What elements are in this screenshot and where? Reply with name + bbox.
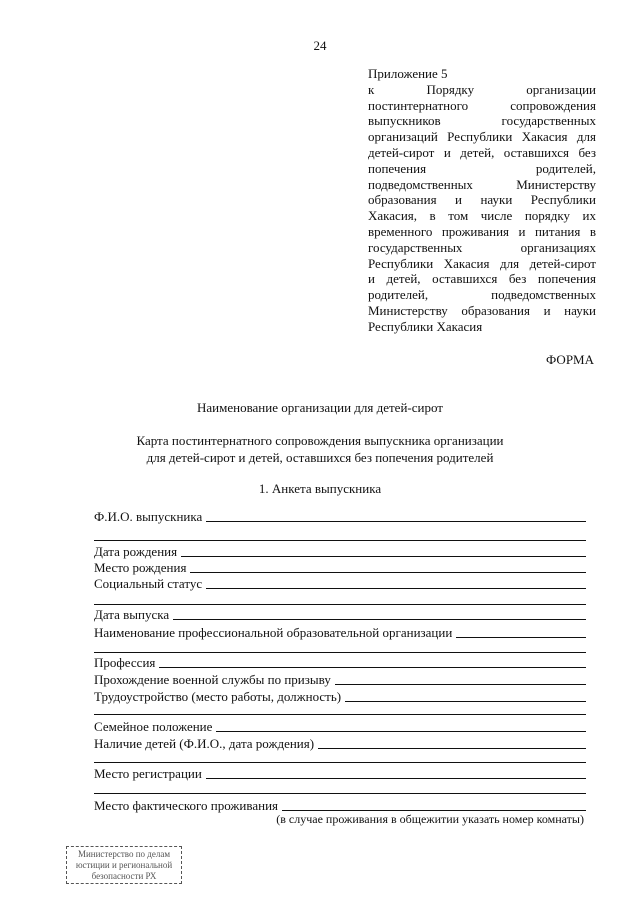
blank-line[interactable] (94, 762, 586, 763)
children-label: Наличие детей (Ф.И.О., дата рождения) (94, 736, 315, 751)
graduation-date-field[interactable] (94, 605, 586, 622)
card-title (0, 432, 640, 466)
military-line[interactable] (335, 672, 586, 685)
residence-field[interactable] (94, 796, 586, 813)
organization-name-heading: Наименование организации для детей-сирот (197, 400, 443, 415)
appendix-line: организаций Республики Хакасия для (368, 129, 596, 145)
stamp-line: Министерство по делам (77, 849, 171, 859)
appendix-line: Республики Хакасия (368, 318, 483, 334)
appendix-line: образования и науки Республики (368, 192, 596, 208)
profession-field[interactable] (94, 653, 586, 670)
social-status-line[interactable] (206, 576, 586, 589)
card-title-line: для детей-сирот и детей, оставшихся без попечения родителей (146, 450, 494, 465)
appendix-line: Приложение 5 (368, 66, 448, 81)
appendix-line: Хакасия, в том числе порядку их (368, 208, 596, 224)
birth-date-line[interactable] (181, 544, 586, 557)
blank-line[interactable] (94, 714, 586, 715)
blank-line[interactable] (94, 793, 586, 794)
appendix-line: Министерству образования и науки (368, 302, 596, 318)
card-title-line: Карта постинтернатного сопровождения выпускника организации (136, 433, 504, 448)
appendix-line: родителей, подведомственных (368, 287, 596, 303)
stamp-line: юстиции и региональной (75, 860, 173, 870)
employment-line[interactable] (345, 689, 586, 702)
appendix-line: попечения родителей, (368, 160, 596, 176)
appendix-line: к Порядку организации (368, 81, 596, 97)
appendix-line: государственных организациях (368, 239, 596, 255)
family-label: Семейное положение (94, 719, 213, 734)
social-status-label: Социальный статус (94, 576, 203, 591)
appendix-line: подведомственных Министерству (368, 176, 596, 192)
family-field[interactable] (94, 717, 586, 734)
birth-place-line[interactable] (190, 560, 586, 573)
appendix-line: постинтернатного сопровождения (368, 97, 596, 113)
registration-line[interactable] (206, 766, 586, 779)
employment-label: Трудоустройство (место работы, должность) (94, 689, 342, 704)
section-title: 1. Анкета выпускника (258, 481, 382, 496)
appendix-line: выпускников государственных (368, 113, 596, 129)
prof-org-label: Наименование профессиональной образовательной организации (94, 625, 453, 640)
social-status-field[interactable] (94, 574, 586, 591)
fio-line[interactable] (206, 509, 586, 522)
registration-stamp (66, 846, 182, 884)
appendix-line: детей-сирот и детей, оставшихся без (368, 144, 596, 160)
form-label: ФОРМА (546, 352, 594, 367)
residence-line[interactable] (282, 798, 586, 811)
stamp-line: безопасности РХ (91, 871, 157, 881)
military-field[interactable] (94, 670, 586, 687)
prof-org-field[interactable] (94, 623, 586, 640)
appendix-line: Республики Хакасия для детей-сирот (368, 255, 596, 271)
prof-org-line[interactable] (456, 625, 586, 638)
appendix-block (368, 66, 596, 335)
page-number: 24 (313, 38, 327, 53)
appendix-line: и детей, оставшихся без попечения (368, 271, 596, 287)
registration-label: Место регистрации (94, 766, 202, 781)
children-line[interactable] (318, 736, 586, 749)
blank-line[interactable] (94, 540, 586, 541)
graduation-date-line[interactable] (173, 607, 586, 620)
graduation-date-label: Дата выпуска (94, 607, 170, 622)
appendix-line: временного проживания и питания в (368, 223, 596, 239)
birth-date-field[interactable] (94, 542, 586, 559)
fio-field[interactable] (94, 507, 586, 524)
military-label: Прохождение военной службы по призыву (94, 672, 331, 687)
children-field[interactable] (94, 734, 586, 751)
profession-label: Профессия (94, 655, 156, 670)
birth-date-label: Дата рождения (94, 544, 178, 559)
residence-label: Место фактического проживания (94, 798, 279, 813)
profession-line[interactable] (159, 655, 586, 668)
employment-field[interactable] (94, 687, 586, 704)
fio-label: Ф.И.О. выпускника (94, 509, 203, 524)
residence-note: (в случае проживания в общежитии указать номер комнаты) (276, 812, 584, 826)
registration-field[interactable] (94, 764, 586, 781)
family-line[interactable] (216, 719, 586, 732)
birth-place-label: Место рождения (94, 560, 187, 575)
birth-place-field[interactable] (94, 558, 586, 575)
